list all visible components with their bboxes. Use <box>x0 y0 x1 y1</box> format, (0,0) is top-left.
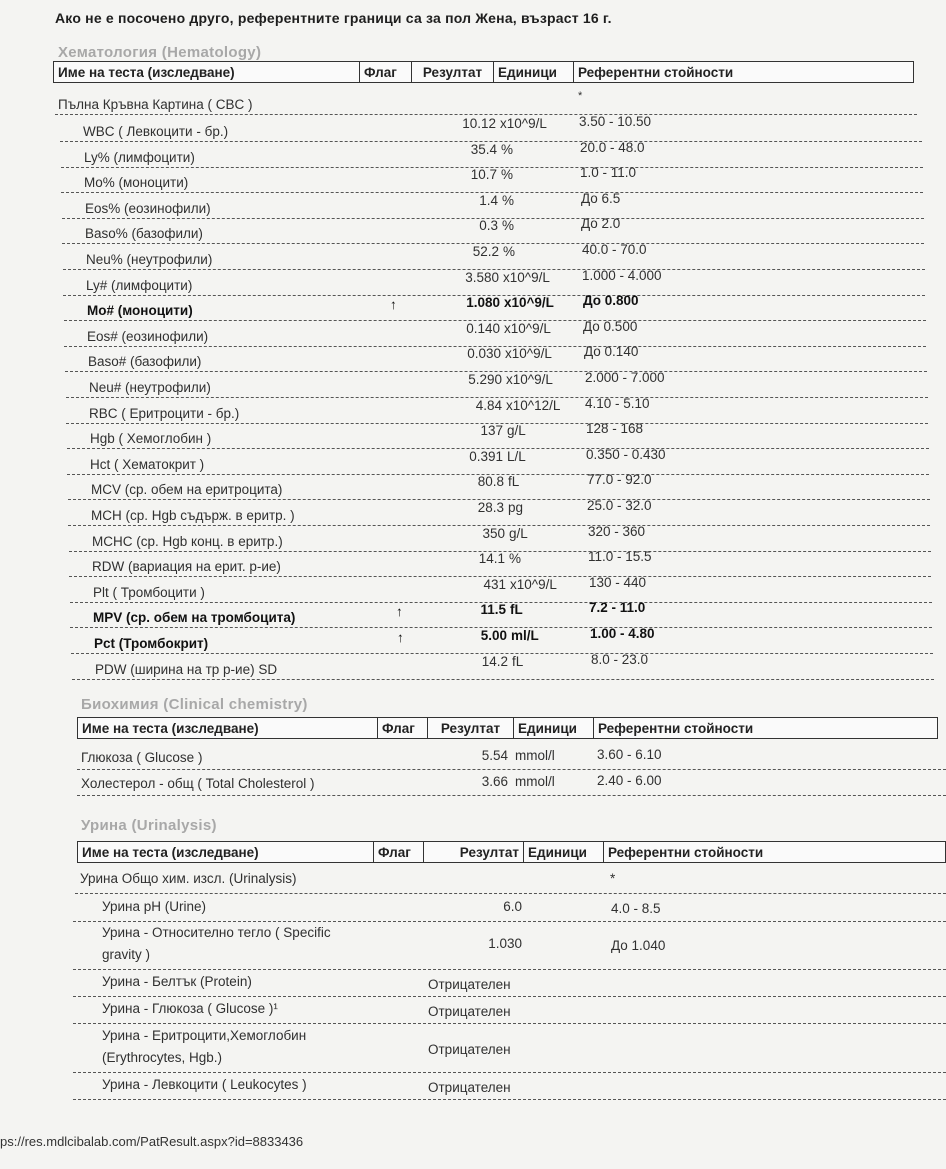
test-units: mmol/l <box>515 774 555 789</box>
test-units: x10^9/L <box>500 116 547 131</box>
test-name-continued: (Erythrocytes, Hgb.) <box>102 1050 223 1065</box>
col-name: Име на теста (изследване) <box>78 718 378 738</box>
test-name: MCV (ср. обем на еритроцита) <box>91 482 283 498</box>
col-reference: Референтни стойности <box>598 721 754 736</box>
urinalysis-group-name: Урина Общо хим. изсл. (Urinalysis) <box>80 871 297 886</box>
col-result: Резултат <box>424 842 524 862</box>
separator <box>77 769 946 770</box>
test-result: 80.8 <box>477 474 504 490</box>
test-name: PDW (ширина на тр р-ие) SD <box>95 661 278 677</box>
col-result: Резултат <box>428 718 514 738</box>
test-units: fL <box>512 653 524 669</box>
col-flag: Флаг <box>360 62 412 82</box>
test-result: 14.1 <box>478 551 505 567</box>
test-units: % <box>503 244 516 259</box>
test-reference: 40.0 - 70.0 <box>582 242 647 257</box>
test-name: RBC ( Еритроцити - бр.) <box>89 405 240 421</box>
test-name: Ly# (лимфоцити) <box>86 277 193 293</box>
test-result: 4.84 <box>475 397 502 413</box>
test-name: Plt ( Тромбоцити ) <box>93 584 205 600</box>
col-units: Единици <box>524 842 604 862</box>
test-units: % <box>501 167 514 183</box>
test-reference: 130 - 440 <box>589 574 647 590</box>
flag-high-icon: ↑ <box>396 604 403 620</box>
test-units: x10^9/L <box>504 320 551 336</box>
test-name: Hct ( Хематокрит ) <box>90 456 205 472</box>
hematology-group-name: Пълна Кръвна Картина ( CBC ) <box>58 97 253 112</box>
test-reference: 0.350 - 0.430 <box>586 446 666 462</box>
test-units: L/L <box>507 448 526 464</box>
test-reference: До 2.0 <box>581 216 621 232</box>
test-units: g/L <box>509 525 528 541</box>
separator <box>55 114 917 115</box>
test-reference: 7.2 - 11.0 <box>589 600 646 616</box>
biochemistry-section-title: Биохимия (Clinical chemistry) <box>81 696 308 713</box>
biochemistry-table-header <box>77 717 938 739</box>
separator <box>72 679 934 680</box>
test-reference: До 0.500 <box>583 318 638 334</box>
col-name: Име на теста (изследване) <box>54 62 360 82</box>
test-reference: До 6.5 <box>581 190 621 206</box>
test-units: x10^9/L <box>503 269 550 285</box>
separator <box>73 996 946 997</box>
test-reference: 77.0 - 92.0 <box>587 472 652 488</box>
test-name: MPV (ср. обем на тромбоцита) <box>93 610 296 626</box>
test-name: MCHC (ср. Hgb конц. в еритр.) <box>92 533 283 549</box>
test-result: 0.391 <box>469 448 503 464</box>
test-result: 137 <box>480 423 503 439</box>
test-result: 5.00 <box>480 628 507 643</box>
test-result: 350 <box>482 525 505 541</box>
test-units: x10^9/L <box>504 295 554 311</box>
test-result: 5.54 <box>481 748 508 763</box>
test-result: Отрицателен <box>428 1080 511 1095</box>
test-result: Отрицателен <box>428 977 511 992</box>
test-result: 1.030 <box>488 936 522 951</box>
test-result: 0.030 <box>467 346 501 362</box>
urinalysis-section-title: Урина (Urinalysis) <box>81 817 217 834</box>
test-reference: 320 - 360 <box>588 523 646 539</box>
test-units: fL <box>510 602 523 618</box>
test-result: 10.12 <box>462 116 496 131</box>
test-name: Hgb ( Хемоглобин ) <box>90 431 212 447</box>
test-name: Глюкоза ( Glucose ) <box>81 750 203 765</box>
test-name: Урина - Еритроцити,Хемоглобин <box>102 1028 307 1043</box>
test-result: 0.140 <box>466 320 500 336</box>
test-units: % <box>501 141 514 157</box>
test-result: Отрицателен <box>428 1042 511 1057</box>
separator <box>77 795 946 796</box>
test-reference: 3.60 - 6.10 <box>597 747 662 762</box>
test-name: Урина - Глюкоза ( Glucose )¹ <box>102 1001 278 1016</box>
test-name: Урина - Белтък (Protein) <box>102 974 252 989</box>
test-result: 0.3 <box>479 218 498 234</box>
test-reference: 1.00 - 4.80 <box>590 626 655 641</box>
test-result: 3.66 <box>481 774 508 789</box>
test-name: Neu% (неутрофили) <box>86 252 213 267</box>
urinalysis-table-header <box>77 841 946 863</box>
test-name: Урина - Левкоцити ( Leukocytes ) <box>102 1077 307 1092</box>
separator <box>75 893 946 894</box>
test-reference: 20.0 - 48.0 <box>580 139 645 155</box>
test-reference: 128 - 168 <box>586 421 644 437</box>
test-result: 28.3 <box>477 500 504 515</box>
col-result: Резултат <box>412 62 494 82</box>
test-result: Отрицателен <box>428 1004 511 1019</box>
test-name: Урина - Относително тегло ( Specific <box>102 925 331 940</box>
test-reference: 2.40 - 6.00 <box>597 773 662 788</box>
urinalysis-group-ref: * <box>610 871 616 886</box>
test-units: x10^9/L <box>506 372 553 387</box>
test-units: ml/L <box>511 628 539 643</box>
test-reference: 2.000 - 7.000 <box>585 370 665 385</box>
test-units: g/L <box>507 423 526 439</box>
separator <box>73 969 946 970</box>
test-name: WBC ( Левкоцити - бр.) <box>83 124 229 139</box>
test-name: MCH (ср. Hgb съдърж. в еритр. ) <box>91 508 295 523</box>
hematology-group-ref: * <box>578 90 583 102</box>
test-units: fL <box>508 474 520 490</box>
col-reference: Референтни стойности <box>608 845 764 860</box>
test-name: Холестерол - общ ( Total Cholesterol ) <box>81 776 315 791</box>
test-units: % <box>502 192 515 208</box>
test-reference: 4.0 - 8.5 <box>611 901 661 916</box>
test-units: x10^9/L <box>510 576 557 592</box>
col-reference: Референтни стойности <box>578 65 734 80</box>
test-name: RDW (вариация на ерит. р-ие) <box>92 559 281 575</box>
hematology-section-title: Хематология (Hematology) <box>58 44 262 61</box>
test-result: 35.4 <box>470 141 497 157</box>
test-reference: До 1.040 <box>611 938 666 953</box>
test-name: Neu# (неутрофили) <box>89 380 211 395</box>
test-reference: 4.10 - 5.10 <box>585 395 650 411</box>
hematology-table-header <box>53 61 914 83</box>
col-name: Име на теста (изследване) <box>78 842 374 862</box>
col-units: Единици <box>514 718 594 738</box>
test-result: 1.080 <box>466 295 500 311</box>
test-name-continued: gravity ) <box>102 947 151 962</box>
test-result: 1.4 <box>479 192 498 208</box>
test-reference: 8.0 - 23.0 <box>591 651 649 667</box>
test-name: Ly% (лимфоцити) <box>84 149 195 165</box>
test-name: Eos# (еозинофили) <box>87 328 209 344</box>
test-name: Baso# (базофили) <box>88 354 202 370</box>
test-units: x10^12/L <box>506 397 561 413</box>
test-reference: 1.0 - 11.0 <box>580 165 637 181</box>
test-units: pg <box>508 500 524 515</box>
test-result: 10.7 <box>470 167 497 183</box>
test-result: 431 <box>483 576 506 592</box>
flag-high-icon: ↑ <box>390 297 397 313</box>
header-note: Ако не е посочено друго, референтните граници са за пол Жена, възраст 16 г. <box>55 10 612 26</box>
test-result: 6.0 <box>503 899 522 914</box>
test-name: Pct (Тромбокрит) <box>94 636 209 651</box>
test-reference: 3.50 - 10.50 <box>579 114 652 129</box>
test-reference: 25.0 - 32.0 <box>587 498 652 513</box>
test-name: Eos% (еозинофили) <box>85 200 211 216</box>
separator <box>73 1099 946 1100</box>
test-name: Baso% (базофили) <box>85 226 203 242</box>
col-flag: Флаг <box>374 842 424 862</box>
separator <box>73 1072 946 1073</box>
test-result: 5.290 <box>468 372 502 387</box>
test-units: x10^9/L <box>505 346 552 362</box>
test-reference: 11.0 - 15.5 <box>588 549 652 565</box>
test-reference: 1.000 - 4.000 <box>582 267 662 283</box>
test-units: mmol/l <box>515 748 555 763</box>
col-units: Единици <box>494 62 574 82</box>
test-result: 11.5 <box>480 602 506 618</box>
separator <box>73 921 946 922</box>
test-result: 14.2 <box>481 653 508 669</box>
test-name: Mo% (моноцити) <box>84 175 189 191</box>
col-flag: Флаг <box>378 718 428 738</box>
test-units: % <box>502 218 515 234</box>
test-result: 3.580 <box>465 269 499 285</box>
flag-high-icon: ↑ <box>397 630 404 645</box>
test-result: 52.2 <box>472 244 499 259</box>
test-reference: До 0.800 <box>583 293 639 309</box>
footer-url[interactable]: ps://res.mdlcibalab.com/PatResult.aspx?id=8833436 <box>0 1134 304 1149</box>
test-reference: До 0.140 <box>584 344 639 360</box>
separator <box>73 1023 946 1024</box>
test-name: Урина pH (Urine) <box>102 899 206 914</box>
test-units: % <box>509 551 522 567</box>
test-name: Mo# (моноцити) <box>87 303 193 319</box>
